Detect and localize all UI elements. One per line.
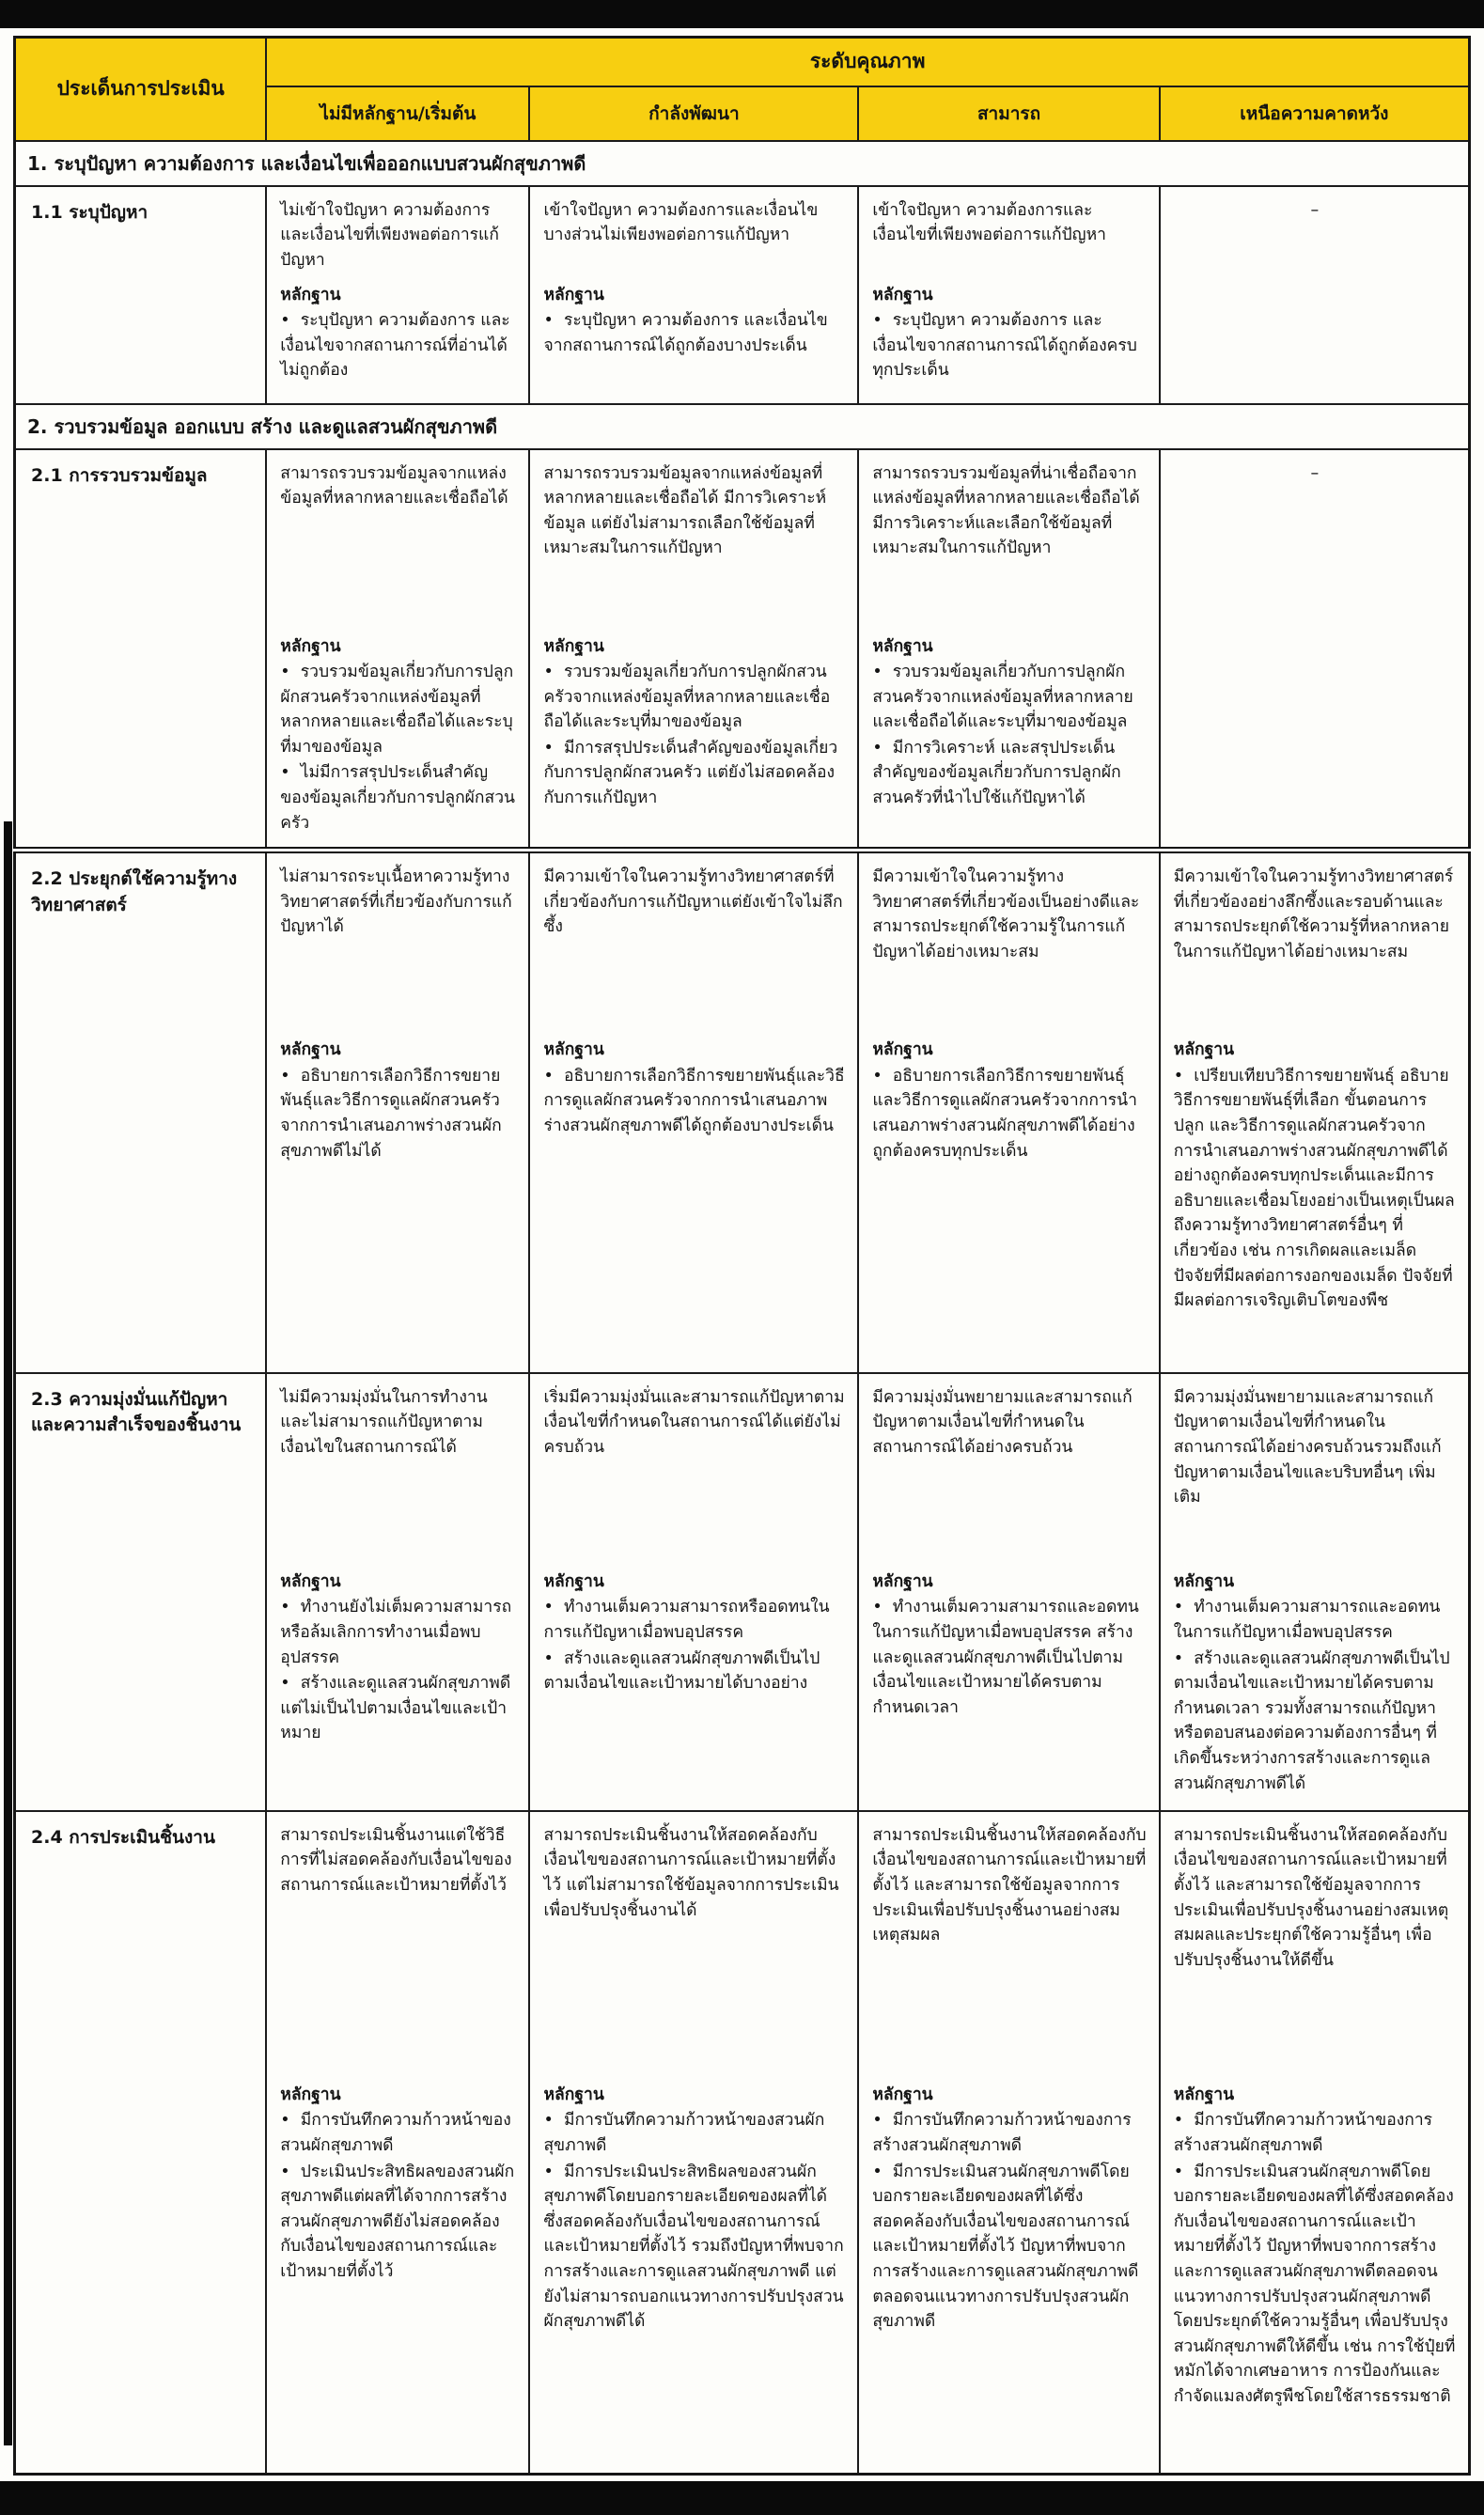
rubric-table bbox=[13, 36, 1471, 2476]
evidence-item bbox=[543, 660, 845, 735]
table-header bbox=[15, 38, 1470, 141]
evidence-label: หลักฐาน bbox=[280, 636, 341, 656]
evidence-item bbox=[872, 2108, 1146, 2158]
evidence-label: หลักฐาน bbox=[280, 285, 341, 305]
evidence-text: เปรียบเทียบวิธีการขยายพันธุ์ อธิบายวิธีการขยายพันธุ์ที่เลือก ขั้นตอนการปลูก และวิธีการดูแลผักสวนครัวจากการนำเสนอภาพร่างสวนผักสุขภาพดีได้อย่างถูกต้องครบทุกประเด็นและมีการอธิบายและเชื่อมโยงอย่างเป็นเหตุเป็นผลถึงความรู้ทางวิทยาศาสตร์อื่นๆ ที่เกี่ยวข้อง เช่น การเกิดผลและเมล็ด ปัจจัยที่มีผลต่อการงอกของเมล็ด ปัจจัยที่มีผลต่อการเจริญเติบโตของพืช bbox=[1173, 1066, 1455, 1311]
evidence-text: ระบุปัญหา ความต้องการ และเงื่อนไขจากสถานการณ์ได้ถูกต้องบางประเด็น bbox=[543, 311, 828, 355]
evidence-text: ทำงานเต็มความสามารถหรืออดทนในการแก้ปัญหาเมื่อพบอุปสรรค bbox=[543, 1598, 830, 1642]
evidence-text: อธิบายการเลือกวิธีการขยายพันธุ์และวิธีการดูแลผักสวนครัวจากการนำเสนอภาพร่างสวนผักสุขภาพดีได้อย่างถูกต้องครบทุกประเด็น bbox=[872, 1066, 1137, 1161]
evidence-label: หลักฐาน bbox=[872, 2085, 933, 2104]
evidence-block bbox=[872, 1038, 1146, 1164]
evidence-text: ประเมินประสิทธิผลของสวนผักสุขภาพดีแต่ผลที่ได้จากการสร้างสวนผักสุขภาพดียังไม่สอดคล้องกับเงื่อนไขของสถานการณ์และเป้าหมายที่ตั้งไว้ bbox=[280, 2162, 515, 2281]
cell-description: สามารถรวบรวมข้อมูลที่น่าเชื่อถือจากแหล่งข้อมูลที่หลากหลายและเชื่อถือได้ มีการวิเคราะห์และเลือกใช้ข้อมูลที่เหมาะสมในการแก้ปัญหา bbox=[872, 463, 1140, 558]
rubric-cell bbox=[1160, 851, 1470, 1373]
cell-description: สามารถประเมินชิ้นงานให้สอดคล้องกับเงื่อนไขของสถานการณ์และเป้าหมายที่ตั้งไว้ แต่ไม่สามารถใช้ข้อมูลจากการประเมินเพื่อปรับปรุงชิ้นงานได้ bbox=[543, 1825, 839, 1920]
cell-description: สามารถรวบรวมข้อมูลจากแหล่งข้อมูลที่หลากหลายและเชื่อถือได้ มีการวิเคราะห์ข้อมูล แต่ยังไม่สามารถเลือกใช้ข้อมูลที่เหมาะสมในการแก้ปัญหา bbox=[543, 463, 827, 558]
cell-description: สามารถประเมินชิ้นงานให้สอดคล้องกับเงื่อนไขของสถานการณ์และเป้าหมายที่ตั้งไว้ และสามารถใช้ข้อมูลจากการประเมินเพื่อปรับปรุงชิ้นงานอย่างสมเหตุสมผลและประยุกต์ใช้ความรู้อื่นๆ เพื่อปรับปรุงชิ้นงานให้ดีขึ้น bbox=[1173, 1825, 1449, 1970]
evidence-item bbox=[1174, 1064, 1456, 1314]
rubric-cell bbox=[858, 851, 1159, 1373]
rubric-cell bbox=[1160, 1811, 1470, 2475]
cell-description: มีความมุ่งมั่นพยายามและสามารถแก้ปัญหาตามเงื่อนไขที่กำหนดในสถานการณ์ได้อย่างครบถ้วนรวมถึงแก้ปัญหาตามเงื่อนไขและบริบทอื่นๆ เพิ่มเติม bbox=[1173, 1387, 1442, 1507]
evidence-text: ทำงานยังไม่เต็มความสามารถหรือล้มเลิกการทำงานเมื่อพบอุปสรรค bbox=[280, 1598, 512, 1667]
evidence-block bbox=[280, 283, 516, 383]
evidence-label: หลักฐาน bbox=[1173, 1571, 1235, 1591]
criterion-cell: 1.1 ระบุปัญหา bbox=[15, 186, 267, 404]
evidence-block bbox=[1174, 1570, 1456, 1796]
page-edge-artifact bbox=[4, 821, 12, 2445]
evidence-item bbox=[280, 760, 516, 836]
evidence-label: หลักฐาน bbox=[280, 1571, 341, 1591]
evidence-item bbox=[872, 2160, 1146, 2335]
level-header-2: กำลังพัฒนา bbox=[529, 86, 858, 141]
criterion-cell: 2.1 การรวบรวมข้อมูล bbox=[15, 449, 267, 851]
evidence-text: มีการสรุปประเด็นสำคัญของข้อมูลเกี่ยวกับการปลูกผักสวนครัว แต่ยังไม่สอดคล้องกับการแก้ปัญหา bbox=[543, 738, 838, 808]
evidence-item bbox=[872, 736, 1146, 811]
cell-description: เข้าใจปัญหา ความต้องการและเงื่อนไขบางส่วนไม่เพียงพอต่อการแก้ปัญหา bbox=[543, 200, 819, 245]
criterion-cell: 2.2 ประยุกต์ใช้ความรู้ทางวิทยาศาสตร์ bbox=[15, 851, 267, 1373]
evidence-item bbox=[1174, 1595, 1456, 1645]
section-title: 2. รวบรวมข้อมูล ออกแบบ สร้าง และดูแลสวนผักสุขภาพดี bbox=[15, 404, 1470, 449]
cell-description: มีความเข้าใจในความรู้ทางวิทยาศาสตร์ที่เกี่ยวข้องกับการแก้ปัญหาแต่ยังเข้าใจไม่ลึกซึ้ง bbox=[543, 867, 843, 937]
rubric-cell bbox=[266, 851, 529, 1373]
evidence-block bbox=[543, 1038, 845, 1138]
quality-level-header: ระดับคุณภาพ bbox=[266, 38, 1469, 86]
evidence-label: หลักฐาน bbox=[543, 2085, 604, 2104]
cell-description: ไม่สามารถระบุเนื้อหาความรู้ทางวิทยาศาสตร์ที่เกี่ยวข้องกับการแก้ปัญหาได้ bbox=[280, 867, 512, 937]
rubric-cell bbox=[858, 1811, 1159, 2475]
cell-description: ไม่เข้าใจปัญหา ความต้องการ และเงื่อนไขที่เพียงพอต่อการแก้ปัญหา bbox=[280, 200, 499, 270]
rubric-cell bbox=[529, 851, 858, 1373]
evidence-item bbox=[280, 660, 516, 759]
evidence-label: หลักฐาน bbox=[872, 636, 933, 656]
evidence-text: สร้างและดูแลสวนผักสุขภาพดีเป็นไปตามเงื่อนไขและเป้าหมายได้ครบตามกำหนดเวลา รวมทั้งสามารถแก้ปัญหาหรือตอบสนองต่อความต้องการอื่นๆ ที่เกิดขึ้นระหว่างการสร้างและการดูแลสวนผักสุขภาพดีได้ bbox=[1173, 1648, 1450, 1793]
evidence-item bbox=[280, 1064, 516, 1164]
evidence-block bbox=[280, 2083, 516, 2285]
evidence-text: มีการประเมินสวนผักสุขภาพดีโดยบอกรายละเอียดของผลที่ได้ซึ่งสอดคล้องกับเงื่อนไขของสถานการณ์และเป้าหมายที่ตั้งไว้ ปัญหาที่พบจากการสร้างและการดูแลสวนผักสุขภาพดีตลอดจนแนวทางการปรับปรุงสวนผักสุขภาพดีโดยประยุกต์ใช้ความรู้อื่นๆ เพื่อปรับปรุงสวนผักสุขภาพดีให้ดีขึ้น เช่น การใช้ปุ๋ยที่หมักได้จากเศษอาหาร การป้องกันและกำจัดแมลงศัตรูพืชโดยใช้สารธรรมชาติ bbox=[1173, 2162, 1456, 2406]
cell-description: สามารถประเมินชิ้นงานให้สอดคล้องกับเงื่อนไขของสถานการณ์และเป้าหมายที่ตั้งไว้ และสามารถใช้ข้อมูลจากการประเมินเพื่อปรับปรุงชิ้นงานอย่างสมเหตุสมผล bbox=[872, 1825, 1147, 1945]
evidence-block bbox=[872, 2083, 1146, 2335]
evidence-label: หลักฐาน bbox=[872, 1040, 933, 1060]
evidence-label: หลักฐาน bbox=[1173, 1040, 1235, 1060]
evidence-item bbox=[1174, 2108, 1456, 2158]
table-row bbox=[15, 1373, 1470, 1811]
evidence-item bbox=[280, 2160, 516, 2285]
level-header-1: ไม่มีหลักฐาน/เริ่มต้น bbox=[266, 86, 529, 141]
evidence-label: หลักฐาน bbox=[543, 636, 604, 656]
evidence-text: สร้างและดูแลสวนผักสุขภาพดีเป็นไปตามเงื่อนไขและเป้าหมายได้บางอย่าง bbox=[543, 1648, 820, 1694]
evidence-item bbox=[543, 1064, 845, 1139]
evidence-label: หลักฐาน bbox=[543, 1040, 604, 1060]
evidence-block bbox=[1174, 2083, 1456, 2410]
evidence-label: หลักฐาน bbox=[872, 285, 933, 305]
evidence-block bbox=[543, 283, 845, 359]
section-title: 1. ระบุปัญหา ความต้องการ และเงื่อนไขเพื่อออกแบบสวนผักสุขภาพดี bbox=[15, 141, 1470, 186]
evidence-item bbox=[280, 1671, 516, 1746]
evidence-item bbox=[872, 1595, 1146, 1720]
rubric-cell bbox=[266, 186, 529, 404]
scan-band-top bbox=[0, 0, 1484, 28]
evidence-text: มีการบันทึกความก้าวหน้าของสวนผักสุขภาพดี bbox=[543, 2111, 825, 2155]
evidence-block bbox=[543, 634, 845, 811]
evidence-label: หลักฐาน bbox=[543, 285, 604, 305]
rubric-cell bbox=[529, 1373, 858, 1811]
evidence-text: ทำงานเต็มความสามารถและอดทนในการแก้ปัญหาเมื่อพบอุปสรรค สร้างและดูแลสวนผักสุขภาพดีเป็นไปตามเงื่อนไขและเป้าหมายได้ครบตามกำหนดเวลา bbox=[872, 1598, 1139, 1717]
evidence-text: ระบุปัญหา ความต้องการ และเงื่อนไขจากสถานการณ์ได้ถูกต้องครบทุกประเด็น bbox=[872, 311, 1137, 381]
evidence-item bbox=[280, 2108, 516, 2158]
evidence-item bbox=[872, 308, 1146, 383]
criterion-cell: 2.3 ความมุ่งมั่นแก้ปัญหาและความสำเร็จของชิ้นงาน bbox=[15, 1373, 267, 1811]
rubric-cell bbox=[858, 1373, 1159, 1811]
cell-description: เข้าใจปัญหา ความต้องการและเงื่อนไขที่เพียงพอต่อการแก้ปัญหา bbox=[872, 200, 1106, 245]
evidence-item bbox=[543, 2108, 845, 2158]
section-row bbox=[15, 404, 1470, 449]
evidence-text: มีการบันทึกความก้าวหน้าของการสร้างสวนผักสุขภาพดี bbox=[1173, 2111, 1433, 2155]
evidence-label: หลักฐาน bbox=[280, 1040, 341, 1060]
evidence-block bbox=[543, 2083, 845, 2335]
evidence-text: มีการประเมินสวนผักสุขภาพดีโดยบอกรายละเอียดของผลที่ได้ซึ่งสอดคล้องกับเงื่อนไขของสถานการณ์และเป้าหมายที่ตั้งไว้ ปัญหาที่พบจากการสร้างและการดูแลสวนผักสุขภาพดีตลอดจนแนวทางการปรับปรุงสวนผักสุขภาพดี bbox=[872, 2162, 1139, 2332]
evidence-block bbox=[1174, 1038, 1456, 1314]
table-body bbox=[15, 141, 1470, 2475]
evidence-block bbox=[872, 634, 1146, 811]
evidence-text: สร้างและดูแลสวนผักสุขภาพดีแต่ไม่เป็นไปตามเงื่อนไขและเป้าหมาย bbox=[280, 1674, 511, 1743]
rubric-cell bbox=[266, 1373, 529, 1811]
rubric-cell bbox=[266, 1811, 529, 2475]
evidence-text: ระบุปัญหา ความต้องการ และเงื่อนไขจากสถานการณ์ที่อ่านได้ไม่ถูกต้อง bbox=[280, 311, 510, 381]
evidence-item bbox=[543, 1595, 845, 1645]
evidence-text: ไม่มีการสรุปประเด็นสำคัญของข้อมูลเกี่ยวกับการปลูกผักสวนครัว bbox=[280, 763, 515, 833]
cell-description: สามารถรวบรวมข้อมูลจากแหล่งข้อมูลที่หลากหลายและเชื่อถือได้ bbox=[280, 463, 508, 508]
level-header-3: สามารถ bbox=[858, 86, 1159, 141]
page bbox=[0, 28, 1484, 2481]
cell-description: สามารถประเมินชิ้นงานแต่ใช้วิธีการที่ไม่สอดคล้องกับเงื่อนไขของสถานการณ์และเป้าหมายที่ตั้งไว้ bbox=[280, 1825, 512, 1895]
evidence-label: หลักฐาน bbox=[280, 2085, 341, 2104]
level-header-4: เหนือความคาดหวัง bbox=[1160, 86, 1470, 141]
evidence-label: หลักฐาน bbox=[1173, 2085, 1235, 2104]
evidence-text: รวบรวมข้อมูลเกี่ยวกับการปลูกผักสวนครัวจากแหล่งข้อมูลที่หลากหลายและเชื่อถือได้และระบุที่มาของข้อมูล bbox=[280, 663, 514, 757]
evidence-text: มีการบันทึกความก้าวหน้าของการสร้างสวนผักสุขภาพดี bbox=[872, 2111, 1132, 2155]
evidence-block bbox=[872, 1570, 1146, 1721]
evidence-block bbox=[543, 1570, 845, 1696]
evidence-block bbox=[280, 1038, 516, 1164]
evidence-item bbox=[872, 1064, 1146, 1164]
table-row bbox=[15, 1811, 1470, 2475]
evidence-item bbox=[280, 1595, 516, 1670]
table-row bbox=[15, 186, 1470, 404]
rubric-cell bbox=[529, 186, 858, 404]
scan-band-bottom bbox=[0, 2481, 1484, 2515]
evidence-label: หลักฐาน bbox=[872, 1571, 933, 1591]
cell-description: มีความมุ่งมั่นพยายามและสามารถแก้ปัญหาตามเงื่อนไขที่กำหนดในสถานการณ์ได้อย่างครบถ้วน bbox=[872, 1387, 1133, 1457]
evidence-text: อธิบายการเลือกวิธีการขยายพันธุ์และวิธีการดูแลผักสวนครัวจากการนำเสนอภาพร่างสวนผักสุขภาพดีได้ถูกต้องบางประเด็น bbox=[543, 1066, 845, 1136]
section-row bbox=[15, 141, 1470, 186]
rubric-cell bbox=[1160, 1373, 1470, 1811]
criterion-cell: 2.4 การประเมินชิ้นงาน bbox=[15, 1811, 267, 2475]
table-row bbox=[15, 449, 1470, 851]
rubric-cell bbox=[529, 1811, 858, 2475]
cell-description: มีความเข้าใจในความรู้ทางวิทยาศาสตร์ที่เกี่ยวข้องอย่างลึกซึ้งและรอบด้านและสามารถประยุกต์ใช้ความรู้ที่หลากหลายในการแก้ปัญหาได้อย่างเหมาะสม bbox=[1173, 867, 1454, 962]
evidence-text: อธิบายการเลือกวิธีการขยายพันธุ์และวิธีการดูแลผักสวนครัวจากการนำเสนอภาพร่างสวนผักสุขภาพดีไม่ได้ bbox=[280, 1066, 502, 1161]
rubric-cell bbox=[1160, 186, 1470, 404]
rubric-cell bbox=[529, 449, 858, 851]
evidence-item bbox=[1174, 2160, 1456, 2410]
cell-description: – bbox=[1310, 200, 1320, 220]
evidence-block bbox=[872, 283, 1146, 383]
evidence-item bbox=[1174, 1647, 1456, 1797]
rubric-cell bbox=[858, 449, 1159, 851]
evidence-text: ทำงานเต็มความสามารถและอดทนในการแก้ปัญหาเมื่อพบอุปสรรค bbox=[1173, 1598, 1441, 1642]
evidence-text: รวบรวมข้อมูลเกี่ยวกับการปลูกผักสวนครัวจากแหล่งข้อมูลที่หลากหลายและเชื่อถือได้และระบุที่มาของข้อมูล bbox=[872, 663, 1133, 732]
evidence-text: มีการประเมินประสิทธิผลของสวนผักสุขภาพดีโดยบอกรายละเอียดของผลที่ได้ซึ่งสอดคล้องกับเงื่อนไขของสถานการณ์และเป้าหมายที่ตั้งไว้ รวมถึงปัญหาที่พบจากการสร้างและการดูแลสวนผักสุขภาพดี แต่ยังไม่สามารถบอกแนวทางการปรับปรุงสวนผักสุขภาพดีได้ bbox=[543, 2162, 844, 2332]
evidence-label: หลักฐาน bbox=[543, 1571, 604, 1591]
table-row bbox=[15, 851, 1470, 1373]
rubric-cell bbox=[858, 186, 1159, 404]
cell-description: ไม่มีความมุ่งมั่นในการทำงานและไม่สามารถแก้ปัญหาตามเงื่อนไขในสถานการณ์ได้ bbox=[280, 1387, 488, 1457]
cell-description: มีความเข้าใจในความรู้ทางวิทยาศาสตร์ที่เกี่ยวข้องเป็นอย่างดีและสามารถประยุกต์ใช้ความรู้ในการแก้ปัญหาได้อย่างเหมาะสม bbox=[872, 867, 1140, 962]
evidence-item bbox=[543, 736, 845, 811]
evidence-block bbox=[280, 1570, 516, 1746]
cell-description: – bbox=[1310, 463, 1320, 483]
evidence-text: รวบรวมข้อมูลเกี่ยวกับการปลูกผักสวนครัวจากแหล่งข้อมูลที่หลากหลายและเชื่อถือได้และระบุที่มาของข้อมูล bbox=[543, 663, 831, 732]
evidence-item bbox=[872, 660, 1146, 735]
evidence-item bbox=[543, 1647, 845, 1696]
rubric-cell bbox=[1160, 449, 1470, 851]
rubric-cell bbox=[266, 449, 529, 851]
evidence-item bbox=[543, 2160, 845, 2335]
evidence-item bbox=[543, 308, 845, 358]
evidence-text: มีการบันทึกความก้าวหน้าของสวนผักสุขภาพดี bbox=[280, 2111, 511, 2155]
criteria-column-header: ประเด็นการประเมิน bbox=[15, 38, 267, 141]
evidence-text: มีการวิเคราะห์ และสรุปประเด็นสำคัญของข้อมูลเกี่ยวกับการปลูกผักสวนครัวที่นำไปใช้แก้ปัญหาได้ bbox=[872, 738, 1121, 808]
evidence-block bbox=[280, 634, 516, 836]
evidence-item bbox=[280, 308, 516, 383]
cell-description: เริ่มมีความมุ่งมั่นและสามารถแก้ปัญหาตามเงื่อนไขที่กำหนดในสถานการณ์ได้แต่ยังไม่ครบถ้วน bbox=[543, 1387, 845, 1457]
